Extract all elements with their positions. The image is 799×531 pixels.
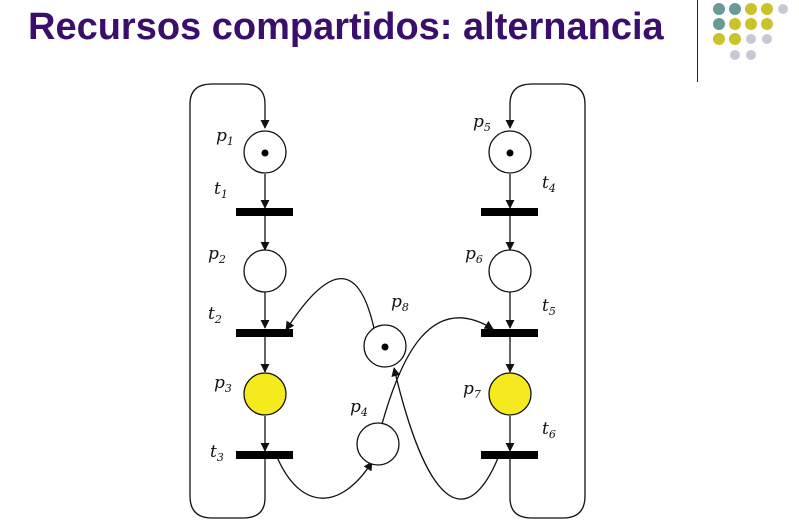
place-p6 — [489, 250, 531, 292]
slide-title: Recursos compartidos: alternancia — [28, 6, 664, 48]
transition-t1 — [236, 208, 293, 216]
label-t3: $t_3$ — [210, 442, 224, 464]
label-p5: $p_5$ — [473, 112, 491, 134]
arc-t6-p8 — [394, 368, 498, 499]
label-t5: $t_5$ — [542, 296, 556, 318]
place-p4 — [357, 423, 399, 465]
label-t4: $t_4$ — [542, 173, 556, 195]
label-p3: $p_3$ — [214, 373, 232, 395]
place-p7 — [489, 373, 531, 415]
label-t2: $t_2$ — [208, 304, 222, 326]
token-p5 — [507, 150, 514, 157]
token-p8 — [382, 344, 389, 351]
transition-t5 — [481, 329, 538, 337]
arc-p8-t2 — [286, 279, 375, 333]
transition-t6 — [481, 451, 538, 459]
label-p8: $p_8$ — [391, 292, 409, 314]
label-p4: $p_4$ — [350, 397, 368, 419]
label-p7: $p_7$ — [463, 379, 481, 401]
label-p1: $p_1$ — [216, 126, 234, 148]
place-p2 — [244, 250, 286, 292]
label-p6: $p_6$ — [465, 244, 483, 266]
place-p3 — [244, 373, 286, 415]
token-p1 — [262, 150, 269, 157]
transition-t3 — [236, 451, 293, 459]
transition-t2 — [236, 329, 293, 337]
label-t6: $t_6$ — [542, 419, 556, 441]
transition-t4 — [481, 208, 538, 216]
label-t1: $t_1$ — [214, 179, 228, 201]
label-p2: $p_2$ — [208, 244, 226, 266]
arc-t3-p4 — [277, 457, 372, 498]
